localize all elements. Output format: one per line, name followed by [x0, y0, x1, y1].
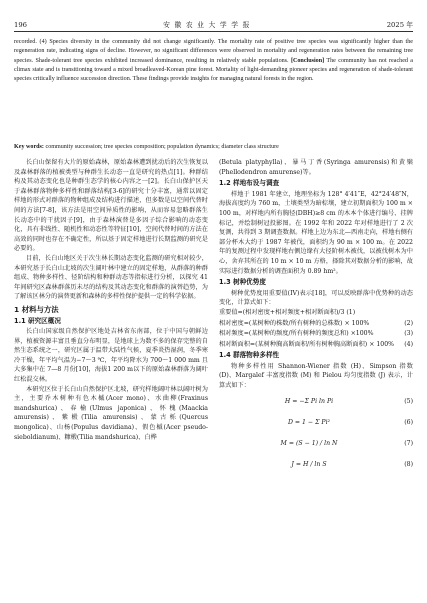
formula-number: (8) — [404, 460, 413, 468]
formula-margalef — [219, 434, 413, 454]
formula-text: 相对断面积=(某树种胸高断面积/所有树种胸高断面积) × 100% — [219, 340, 395, 348]
section-heading-diversity: 1.4 群落物种多样性 — [219, 351, 280, 360]
left-column — [14, 158, 208, 442]
study-area-paragraph: 长白山国家级自然保护区地处吉林省东南部，位于中国与朝鲜边界，植被资源丰富且垂直分布明显，是地球上为数不多的保存完整的自然生态系统之一，研究区属于温带大陆性气候，夏季炎热湿润，冬季寒冷干燥，年平均气温为−7～3 ℃，年平均降水为 700～1 000 mm 且大多集中在 7—8 月份[10]，海拔1 200 m以下的原始森林群落为阔叶红松混交林。 — [14, 328, 208, 384]
species-paragraph: 本研究区位于长白山自然保护区北坡，研究样地阔叶林以阔叶树为主，主要乔木树种有色木槭(Acer mono)、水曲柳(Fraxinus mandshurica)、春榆(Ulmus japonica)、怀槐(Maackia amurensis)、紫椴(Tilia amurensis)、蒙古栎(Quercus mongolica)、山杨(Populus davidiana)、假色槭(Acer pseudo-sieboldianum)、糠椴(Tilia mandshurica)、白桦 — [14, 385, 208, 441]
keywords — [14, 143, 413, 152]
formula-importance-value: 重要值=(相对密度+相对频度+相对断面积)/3 (1) — [219, 308, 356, 316]
section-heading-materials-methods: 1 材料与方法 — [14, 304, 59, 314]
abstract — [14, 38, 413, 84]
section-heading-dominance: 1.3 树种优势度 — [219, 278, 266, 287]
page-number: 196 — [14, 21, 27, 29]
formula-expression: D = 1 − Σ Pi² — [287, 418, 331, 426]
importance-value-intro: 树种优势度用重要值(IV)表示[18]，可以反映群落中优势种的动态变化，计算式如下： — [219, 289, 413, 307]
formula-expression: J = H / ln S — [291, 460, 327, 468]
keywords-text: community succession; tree species composition; population dynamics; diameter class structure — [45, 144, 279, 150]
formula-simpson — [219, 413, 413, 433]
plot-paragraph: 样地于 1981 年建立，地理坐标为 128° 4′41″E，42°24′48″N，海拔高度约为 760 m，土壤类型为暗棕壤，建立初期面积为 100 m × 100 m，对样地内所有胸径(DBH)≥8 cm 的木本个体进行编号、挂牌标记，并绘制树冠投影图。在 1992 年和 2022 年对样地进行了 2 次复测，共得到 3 期调查数据。样地上边为东北—西南走向，样地右侧有部分杯木大约于 1987 年被伐，面积约为 90 m × 100 m。在 2022 年的复测过程中发现样地右侧边缘有大径阶树木被伐，以被伐树木为中心，舍弃其所在的 10 m × 10 m 方格，择除其对数据分析的影响，故实际进行数据分析的调查面积为 0.89 hm²。 — [219, 190, 413, 275]
publication-year: 2025 年 — [386, 21, 413, 29]
abstract-text: recorded. (4) Species diversity in the community did not change significantly. The mortality rate of positive tree species was significantly higher than the regeneration rate, indicating signs of decline. However, no significant differences were observed in mortality and regeneration rates between the remaining tree species. Shade-tolerant tree species exhibited increased dominance, resulting in relatively stable populations. — [14, 39, 413, 64]
conclusion-text: The community has not reached a climax state and is transitioning toward a mixed broadleaved-Korean pine forest. Mortality of light-demanding pioneer species and regeneration of shade-tolerant species critically influence succession direction. These findings provide insights for managing natural forests in the region. — [14, 57, 414, 83]
page-header — [14, 17, 413, 32]
keywords-label: Key words: — [14, 144, 44, 150]
formula-shannon — [219, 392, 413, 412]
formula-text: 相对频度=(某树种的频度/所有树种的频度总和) ×100% — [219, 330, 374, 338]
formula-expression: M = (S − 1) / ln N — [280, 439, 338, 447]
formula-relative-frequency — [219, 329, 413, 339]
intro-paragraph-1: 长白山保留有大片的原始森林，原始森林遭到扰动后的次生恢复以及森林群落的植被类型与种群生长动态一直是研究的热点[1]。种群结构及其动态变化也是种群生态学的核心内容之一[2]。长白山保护区天于森林群落物种多样性和群落结构[3-6]的研究十分丰富，通常以固定样地的形式对群落的物种组成及结构进行描述，但多数是以空间代替时间的方法[7-8]，该方法是用空间异质性的影响，从而容易忽略群落生长动态中的干扰因子[9]，由于森林演替是多因子综合影响的动态变化，具有非线性、随机性和动态性等特征[10]，空间代替时间的方法在高效的同时也存在不确定性，所以基于固定样地进行长期监测的研究是必要的。 — [14, 159, 208, 253]
section-heading-plot: 1.2 样地布设与调查 — [219, 179, 280, 188]
right-column — [219, 158, 413, 476]
formula-number: (5) — [404, 397, 413, 405]
formula-expression: H = −Σ Pi ln Pi — [284, 397, 334, 405]
formula-number: (7) — [404, 439, 413, 447]
formula-pielou — [219, 455, 413, 475]
formula-relative-density — [219, 319, 413, 329]
formula-number: (6) — [404, 418, 413, 426]
section-heading-study-area: 1.1 研究区概况 — [14, 316, 61, 325]
diversity-intro: 物种多样性用 Shannon-Wiener 指数 (H)、Simpson 指数 (D)、Margalef 丰富度指数 (M) 和 Pielou 均匀度指数 (J) 表示，计算式如下： — [219, 362, 413, 390]
formula-number: (2) — [404, 319, 413, 327]
formula-text: 相对密度=(某树种的株数/所有树种的总株数) × 100% — [219, 319, 370, 327]
journal-title: 安 徽 农 业 大 学 学 报 — [163, 21, 251, 29]
formula-relative-area — [219, 340, 413, 350]
formula-number: (3) — [404, 330, 413, 338]
intro-paragraph-2: 目前，长白山地区关于次生林长期动态变化监测的研究相对较少，本研究基于长白山北坡的次生阔叶林中建立的固定样地，从群落的种群组成、物种多样性、径阶结构和种群动态等指标进行分析，以探究 41 年间研究区森林群落历未尽的结构及其动态变化和群落的演替趋势，为了解该区林分的演替更新和森林的多样性保护提供一定的科学依据。 — [14, 254, 208, 301]
formula-number: (4) — [404, 340, 413, 348]
species-continuation: (Betula platyphylla)、暴马丁香(Syringa amurensis)和黄檗(Phellodendron amurense)等。 — [219, 159, 413, 176]
conclusion-label: [Conclusion] — [290, 57, 325, 64]
